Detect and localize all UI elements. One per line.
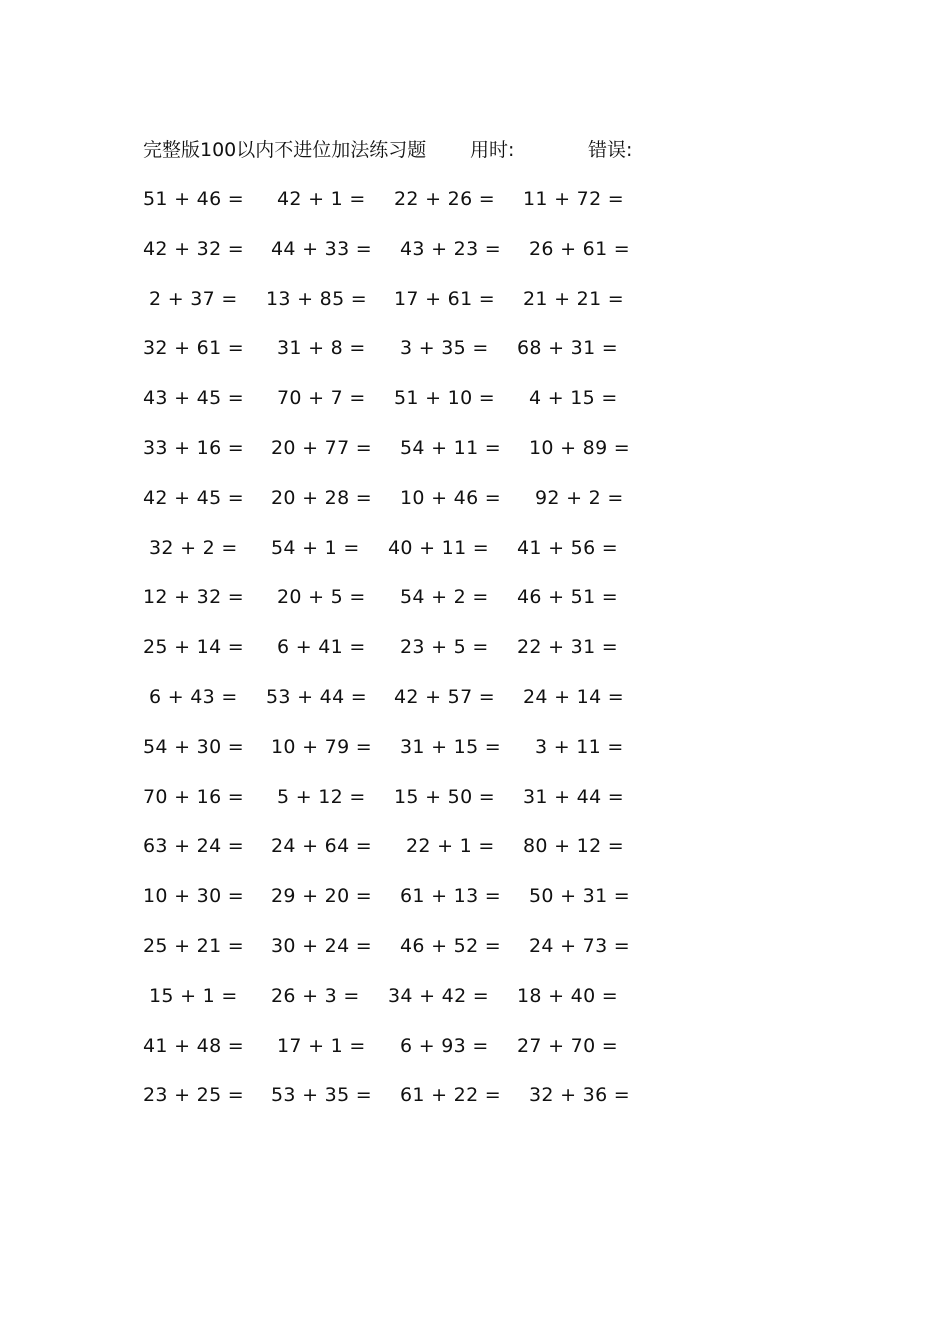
problem-r11-c1: 6 + 43 = <box>149 686 238 708</box>
problem-r2-c1: 42 + 32 = <box>143 238 245 260</box>
problem-r4-c2: 31 + 8 = <box>277 337 366 359</box>
problem-r9-c1: 12 + 32 = <box>143 586 245 608</box>
problem-r9-c3: 54 + 2 = <box>400 586 489 608</box>
problem-r15-c1: 10 + 30 = <box>143 885 245 907</box>
problem-r1-c2: 42 + 1 = <box>277 188 366 210</box>
problem-r9-c4: 46 + 51 = <box>517 586 619 608</box>
problem-r13-c3: 15 + 50 = <box>394 786 496 808</box>
problem-r3-c3: 17 + 61 = <box>394 288 496 310</box>
problem-r16-c4: 24 + 73 = <box>529 935 631 957</box>
problem-r15-c2: 29 + 20 = <box>271 885 373 907</box>
problem-r11-c3: 42 + 57 = <box>394 686 496 708</box>
time-label: 用时: <box>470 139 515 161</box>
problem-r3-c2: 13 + 85 = <box>266 288 368 310</box>
problem-r8-c4: 41 + 56 = <box>517 537 619 559</box>
problem-r16-c3: 46 + 52 = <box>400 935 502 957</box>
problem-r13-c2: 5 + 12 = <box>277 786 366 808</box>
problem-r14-c4: 80 + 12 = <box>523 835 625 857</box>
problem-r13-c1: 70 + 16 = <box>143 786 245 808</box>
worksheet-title: 完整版100以内不进位加法练习题 <box>143 139 427 161</box>
problem-r2-c2: 44 + 33 = <box>271 238 373 260</box>
problem-r19-c3: 61 + 22 = <box>400 1084 502 1106</box>
problem-r12-c1: 54 + 30 = <box>143 736 245 758</box>
problem-r1-c3: 22 + 26 = <box>394 188 496 210</box>
problem-r12-c4: 3 + 11 = <box>535 736 624 758</box>
problem-r17-c2: 26 + 3 = <box>271 985 360 1007</box>
error-label: 错误: <box>588 139 633 161</box>
problem-r4-c3: 3 + 35 = <box>400 337 489 359</box>
problem-r2-c3: 43 + 23 = <box>400 238 502 260</box>
problem-r19-c4: 32 + 36 = <box>529 1084 631 1106</box>
problem-r10-c3: 23 + 5 = <box>400 636 489 658</box>
problem-r6-c3: 54 + 11 = <box>400 437 502 459</box>
problem-r10-c2: 6 + 41 = <box>277 636 366 658</box>
problem-r6-c2: 20 + 77 = <box>271 437 373 459</box>
problem-r7-c4: 92 + 2 = <box>535 487 624 509</box>
problem-r7-c2: 20 + 28 = <box>271 487 373 509</box>
problem-r8-c3: 40 + 11 = <box>388 537 490 559</box>
problem-r10-c1: 25 + 14 = <box>143 636 245 658</box>
problem-r8-c2: 54 + 1 = <box>271 537 360 559</box>
problem-r8-c1: 32 + 2 = <box>149 537 238 559</box>
problem-r7-c1: 42 + 45 = <box>143 487 245 509</box>
problem-r17-c4: 18 + 40 = <box>517 985 619 1007</box>
problem-r4-c1: 32 + 61 = <box>143 337 245 359</box>
problem-r12-c3: 31 + 15 = <box>400 736 502 758</box>
problem-r14-c2: 24 + 64 = <box>271 835 373 857</box>
problem-r14-c1: 63 + 24 = <box>143 835 245 857</box>
problem-r16-c2: 30 + 24 = <box>271 935 373 957</box>
problem-r5-c4: 4 + 15 = <box>529 387 618 409</box>
problem-r2-c4: 26 + 61 = <box>529 238 631 260</box>
problem-r18-c4: 27 + 70 = <box>517 1035 619 1057</box>
problem-r9-c2: 20 + 5 = <box>277 586 366 608</box>
problem-r11-c2: 53 + 44 = <box>266 686 368 708</box>
problem-r19-c1: 23 + 25 = <box>143 1084 245 1106</box>
problem-r7-c3: 10 + 46 = <box>400 487 502 509</box>
problem-r18-c1: 41 + 48 = <box>143 1035 245 1057</box>
problem-r1-c1: 51 + 46 = <box>143 188 245 210</box>
problem-r6-c4: 10 + 89 = <box>529 437 631 459</box>
problem-r5-c1: 43 + 45 = <box>143 387 245 409</box>
problem-r10-c4: 22 + 31 = <box>517 636 619 658</box>
problem-r18-c2: 17 + 1 = <box>277 1035 366 1057</box>
problem-r1-c4: 11 + 72 = <box>523 188 625 210</box>
problem-r4-c4: 68 + 31 = <box>517 337 619 359</box>
problem-r19-c2: 53 + 35 = <box>271 1084 373 1106</box>
problem-r5-c3: 51 + 10 = <box>394 387 496 409</box>
problem-r18-c3: 6 + 93 = <box>400 1035 489 1057</box>
problem-r12-c2: 10 + 79 = <box>271 736 373 758</box>
problem-r5-c2: 70 + 7 = <box>277 387 366 409</box>
problem-r17-c3: 34 + 42 = <box>388 985 490 1007</box>
problem-r15-c4: 50 + 31 = <box>529 885 631 907</box>
problem-r14-c3: 22 + 1 = <box>406 835 495 857</box>
problem-r11-c4: 24 + 14 = <box>523 686 625 708</box>
problem-r6-c1: 33 + 16 = <box>143 437 245 459</box>
problem-r13-c4: 31 + 44 = <box>523 786 625 808</box>
problem-r16-c1: 25 + 21 = <box>143 935 245 957</box>
problem-r3-c4: 21 + 21 = <box>523 288 625 310</box>
problem-r17-c1: 15 + 1 = <box>149 985 238 1007</box>
problem-r3-c1: 2 + 37 = <box>149 288 238 310</box>
problem-r15-c3: 61 + 13 = <box>400 885 502 907</box>
